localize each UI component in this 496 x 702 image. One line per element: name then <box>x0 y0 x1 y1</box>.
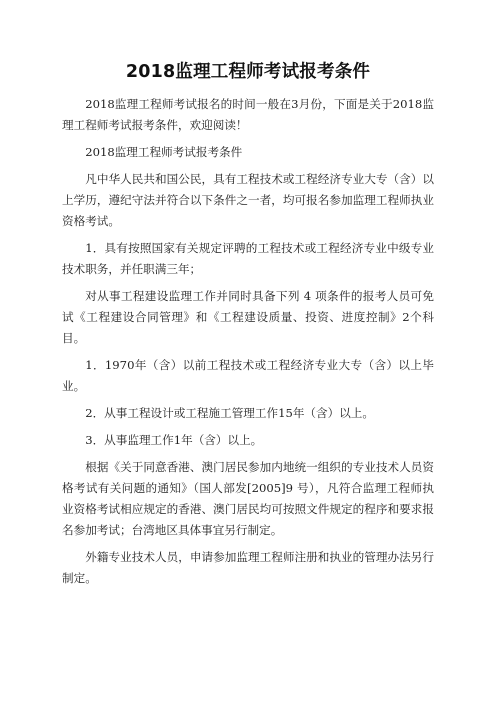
hk-macau-paragraph: 根据《关于同意香港、澳门居民参加内地统一组织的专业技术人员资格考试有关问题的通知》（国人部发[2005]9 号），凡符合监理工程师执业资格考试相应规定的香港、澳门居民均可按照文件规定的程序和要求报名参加考试；台湾地区具体事宜另行制定。 <box>62 460 434 537</box>
exemption-item-1: 1．1970年（含）以前工程技术或工程经济专业大专（含）以上毕业。 <box>62 358 434 393</box>
exemption-item-3: 3．从事监理工作1年（含）以上。 <box>85 433 263 447</box>
document-title: 2018监理工程师考试报考条件 <box>125 62 371 82</box>
condition-1-paragraph: 1．具有按照国家有关规定评聘的工程技术或工程经济专业中级专业技术职务，并任职满三年； <box>62 241 434 276</box>
eligibility-paragraph: 凡中华人民共和国公民，具有工程技术或工程经济专业大专（含）以上学历，遵纪守法并符合以下条件之一者，均可报名参加监理工程师执业资格考试。 <box>62 172 434 228</box>
foreign-professionals-paragraph: 外籍专业技术人员，申请参加监理工程师注册和执业的管理办法另行制定。 <box>62 550 434 585</box>
exemption-paragraph: 对从事工程建设监理工作并同时具备下列 4 项条件的报考人员可免试《工程建设合同管理》和《工程建设质量、投资、进度控制》2个科目。 <box>62 289 434 345</box>
intro-paragraph: 2018监理工程师考试报名的时间一般在3月份，下面是关于2018监理工程师考试报考条件，欢迎阅读！ <box>62 97 434 132</box>
exemption-item-2: 2．从事工程设计或工程施工管理工作15年（含）以上。 <box>85 406 374 420</box>
section-heading-paragraph: 2018监理工程师考试报考条件 <box>85 145 243 159</box>
